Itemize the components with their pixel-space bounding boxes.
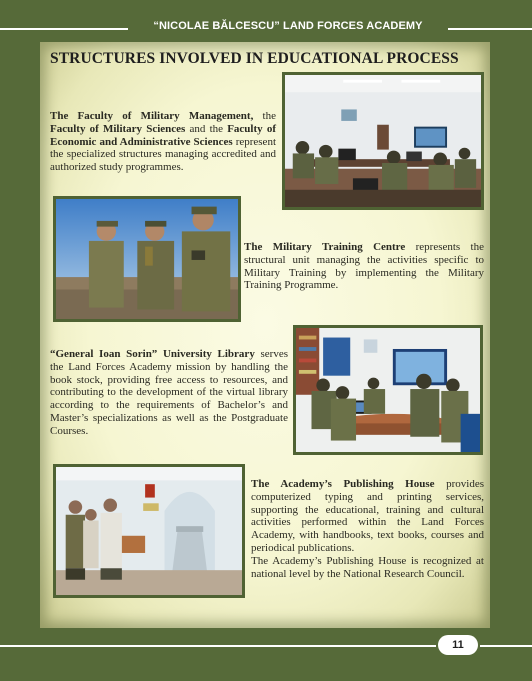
page-heading: STRUCTURES INVOLVED IN EDUCATIONAL PROCESS	[50, 50, 459, 67]
library-photo	[293, 325, 483, 455]
faculty-sciences-name: Faculty of Military Sciences	[50, 122, 186, 135]
text: and the	[185, 122, 228, 135]
publishing-paragraph	[251, 478, 484, 580]
header-rule-right	[448, 28, 532, 30]
text: represents the structural unit managing the activities specific to Military Training by implementing the Military Training Programme.	[244, 241, 484, 292]
text: provides computerized typing and printing services, supporting the educational, training and cultural activities performed within the Land Forces Academy, with handbooks, text books, courses and periodical publications.	[251, 478, 484, 554]
publishing-house-name: The Academy’s Publishing House	[251, 478, 435, 490]
footer-rule-right	[480, 645, 532, 647]
faculty-management-name: The Faculty of Military Management,	[50, 110, 254, 122]
computer-lab-photo	[282, 72, 484, 210]
faculties-paragraph	[50, 110, 276, 174]
page-number: 11	[438, 635, 478, 655]
library-paragraph	[50, 348, 288, 438]
publishing-recognition-text: The Academy’s Publishing House is recognized at national level by the National Research Council.	[251, 554, 484, 580]
publishing-house-photo	[53, 464, 245, 598]
header-title: “NICOLAE BĂLCESCU” LAND FORCES ACADEMY	[153, 20, 423, 32]
text: serves the Land Forces Academy mission by handling the book stock, providing free access to resources, and contributing to the development of the virtual library according to the requirements of Bachelor’s and Master’s specializations as well as the Postgraduate Courses.	[50, 348, 288, 437]
library-name: “General Ioan Sorin” University Library	[50, 348, 255, 360]
training-centre-paragraph	[244, 241, 484, 292]
training-centre-name: The Military Training Centre	[244, 241, 406, 253]
field-training-photo	[53, 196, 241, 322]
text: the	[253, 110, 276, 122]
faculty-economic-name: Faculty of Economic and Administrative Sciences	[50, 122, 276, 148]
header-rule-left	[0, 28, 128, 30]
footer-rule-left	[0, 645, 436, 647]
text: represent the specialized structures managing accredited and authorized study programmes.	[50, 135, 276, 174]
